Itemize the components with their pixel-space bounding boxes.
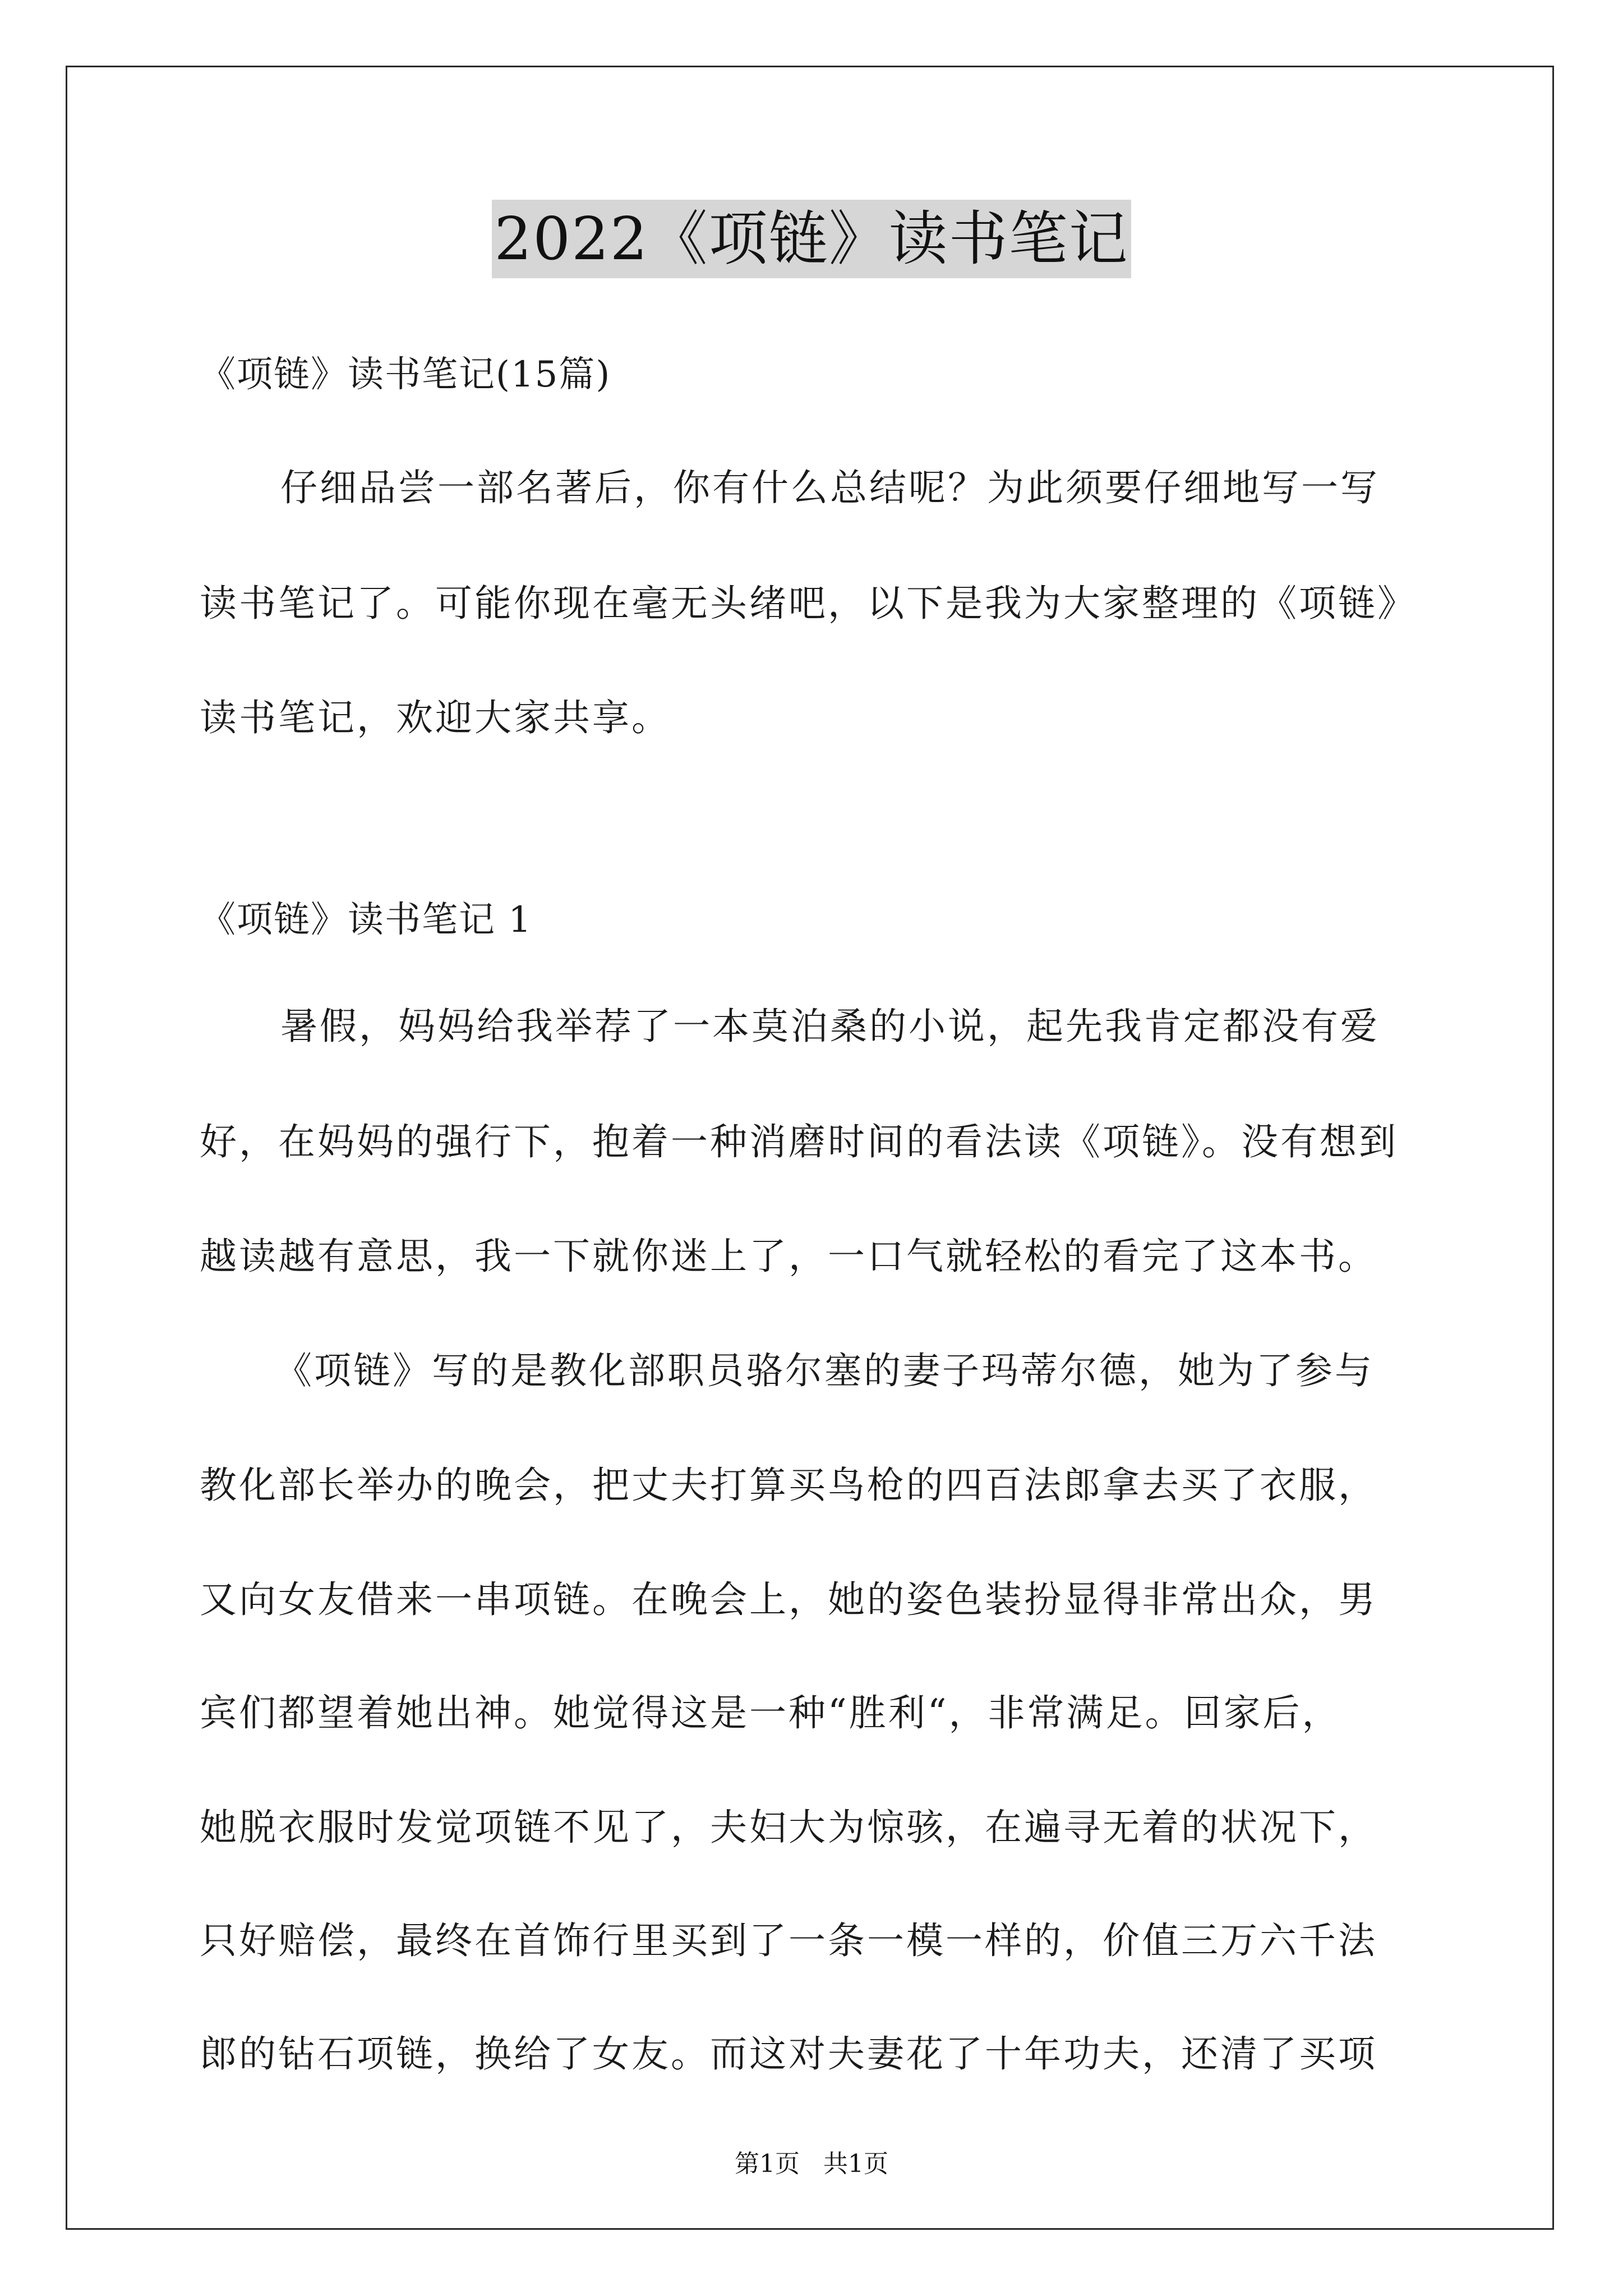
body-line-4: 《项链》写的是教化部职员骆尔塞的妻子玛蒂尔德，她为了参与 xyxy=(275,1349,1374,1392)
body-line-1: 暑假，妈妈给我举荐了一本莫泊桑的小说，起先我肯定都没有爱 xyxy=(280,1005,1380,1048)
document-subtitle: 《项链》读书笔记(15篇) xyxy=(200,354,611,395)
body-line-7: 宾们都望着她出神。她觉得这是一种“胜利“，非常满足。回家后， xyxy=(200,1691,1341,1734)
intro-line-3: 读书笔记，欢迎大家共享。 xyxy=(200,696,671,739)
body-line-10: 郎的钻石项链，换给了女友。而这对夫妻花了十年功夫，还清了买项 xyxy=(200,2032,1377,2076)
page-footer: 第1页 共1页 xyxy=(735,2150,888,2178)
section-heading: 《项链》读书笔记 1 xyxy=(200,899,533,941)
intro-line-2: 读书笔记了。可能你现在毫无头绪吧，以下是我为大家整理的《项链》 xyxy=(200,582,1417,625)
intro-line-1: 仔细品尝一部名著后，你有什么总结呢？为此须要仔细地写一写 xyxy=(280,466,1380,509)
body-line-2: 好，在妈妈的强行下，抱着一种消磨时间的看法读《项链》。没有想到 xyxy=(200,1120,1398,1163)
body-line-8: 她脱衣服时发觉项链不见了，夫妇大为惊骇，在遍寻无着的状况下， xyxy=(200,1806,1377,1849)
body-line-3: 越读越有意思，我一下就你迷上了，一口气就轻松的看完了这本书。 xyxy=(200,1235,1377,1278)
body-line-6: 又向女友借来一串项链。在晚会上，她的姿色装扮显得非常出众，男 xyxy=(200,1578,1377,1621)
title-wrap xyxy=(0,200,1623,278)
document-title: 2022《项链》读书笔记 xyxy=(492,200,1131,278)
body-line-9: 只好赔偿，最终在首饰行里买到了一条一模一样的，价值三万六千法 xyxy=(200,1919,1377,1962)
body-line-5: 教化部长举办的晚会，把丈夫打算买鸟枪的四百法郎拿去买了衣服， xyxy=(200,1464,1377,1507)
